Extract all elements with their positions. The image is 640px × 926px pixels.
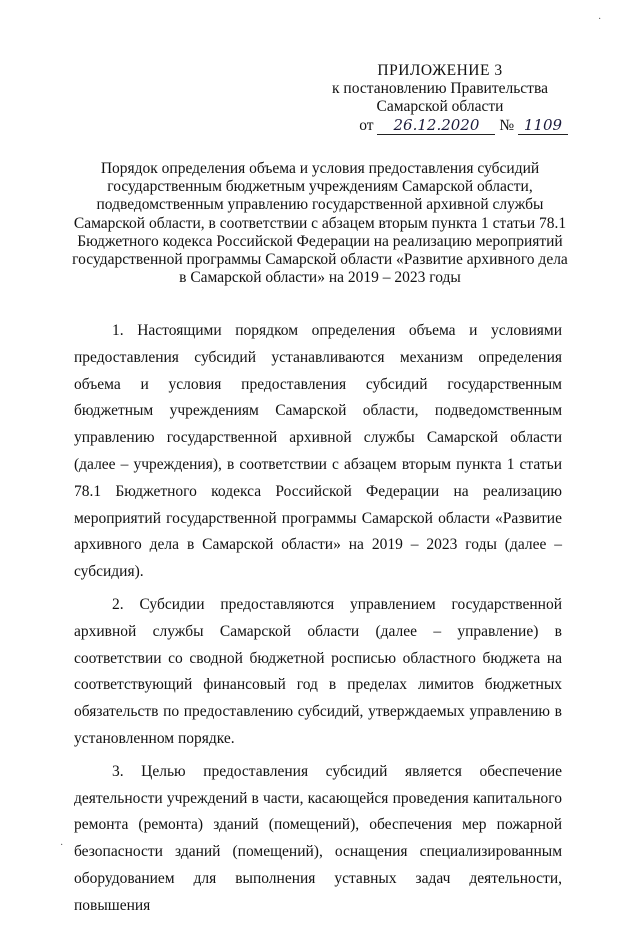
- scan-speck: ·: [598, 14, 602, 25]
- document-body: [74, 318, 562, 926]
- appendix-line-region: Самарской области: [376, 98, 504, 115]
- date-prefix: от: [359, 117, 374, 134]
- handwritten-number: 1109: [518, 116, 568, 135]
- appendix-block: [320, 62, 563, 135]
- number-label: №: [499, 117, 515, 134]
- handwritten-date: 26.12.2020: [377, 116, 495, 135]
- paragraph-1: 1. Настоящими порядком определения объема и условиями предоставления субсидий устанавливаются механизм определения объема и условия предоставления субсидий государственным бюджетным учреждениям Самарской области, подведомственным управлению государственной архивной службы Самарской области (далее – учреждения), в соответствии с абзацем вторым пункта 1 статьи 78.1 Бюджетного кодекса Российской Федерации на реализацию мероприятий государственной программы Самарской области «Развитие архивного дела в Самарской области» на 2019 – 2023 годы (далее – субсидия).: [74, 322, 562, 581]
- appendix-title: ПРИЛОЖЕНИЕ 3: [377, 62, 503, 79]
- scan-speck: ·: [60, 840, 64, 851]
- document-heading: Порядок определения объема и условия предоставления субсидий государственным бюджетным учреждениям Самарской области, подведомственным управлению государственной архивной службы Самарской области, в соответствии с абзацем вторым пункта 1 статьи 78.1 Бюджетного кодекса Российской Федерации на реализацию мероприятий государственной программы Самарской области «Развитие архивного дела в Самарской области» на 2019 – 2023 годы: [72, 160, 568, 287]
- appendix-line-resolution: к постановлению Правительства: [332, 80, 548, 97]
- paragraph-2: 2. Субсидии предоставляются управлением государственной архивной службы Самарской области (далее – управление) в соответствии со сводной бюджетной росписью областного бюджета на соответствующий финансовый год в пределах лимитов бюджетных обязательств по предоставлению субсидий, утверждаемых управлению в установленном порядке.: [74, 595, 562, 747]
- appendix-date-line: [320, 116, 568, 135]
- paragraph-3: 3. Целью предоставления субсидий является обеспечение деятельности учреждений в части, касающейся проведения капитального ремонта (ремонта) зданий (помещений), обеспечения мер пожарной безопасности зданий (помещений), оснащения специализированным оборудованием для выполнения уставных задач деятельности, повышения: [74, 762, 562, 914]
